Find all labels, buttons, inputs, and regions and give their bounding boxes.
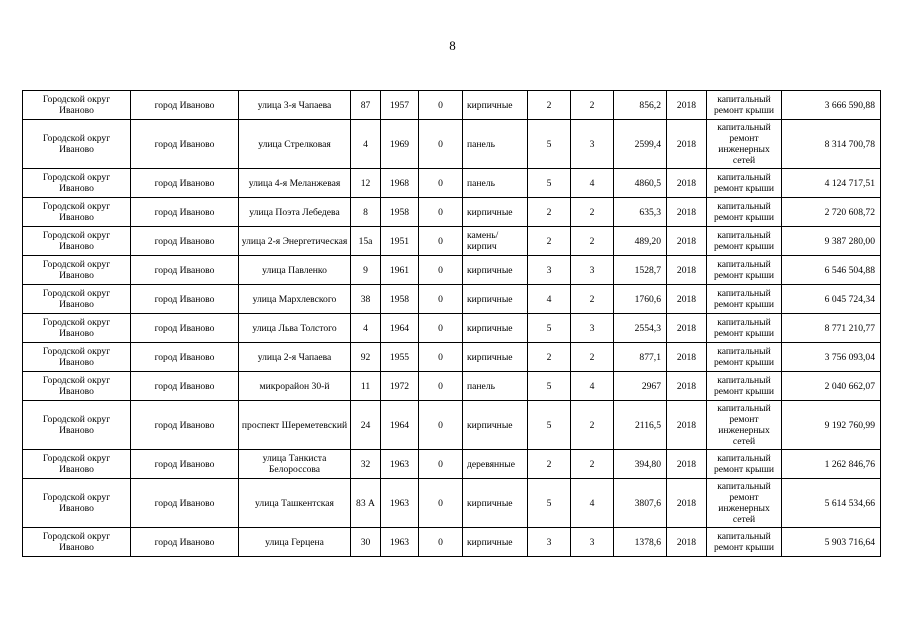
street-cell: улица Ташкентская <box>239 479 351 528</box>
wall-material-cell: панель <box>463 372 528 401</box>
zero-cell: 0 <box>419 198 463 227</box>
table-row <box>23 401 881 450</box>
zero-cell: 0 <box>419 169 463 198</box>
plan-year-cell: 2018 <box>667 401 707 450</box>
house-cell: 4 <box>351 120 381 169</box>
house-cell: 38 <box>351 285 381 314</box>
cost-cell: 4 124 717,51 <box>782 169 881 198</box>
entrances-cell: 3 <box>571 528 614 557</box>
floors-cell: 5 <box>528 479 571 528</box>
city-cell: город Иваново <box>131 372 239 401</box>
cost-cell: 6 045 724,34 <box>782 285 881 314</box>
house-cell: 9 <box>351 256 381 285</box>
zero-cell: 0 <box>419 343 463 372</box>
entrances-cell: 4 <box>571 169 614 198</box>
cost-cell: 8 314 700,78 <box>782 120 881 169</box>
work-type-cell: капитальный ремонт крыши <box>707 343 782 372</box>
table-row <box>23 479 881 528</box>
floors-cell: 5 <box>528 401 571 450</box>
city-cell: город Иваново <box>131 528 239 557</box>
wall-material-cell: кирпичные <box>463 528 528 557</box>
street-cell: улица 3-я Чапаева <box>239 91 351 120</box>
cost-cell: 5 614 534,66 <box>782 479 881 528</box>
zero-cell: 0 <box>419 285 463 314</box>
city-cell: город Иваново <box>131 227 239 256</box>
street-cell: улица Льва Толстого <box>239 314 351 343</box>
entrances-cell: 3 <box>571 314 614 343</box>
cost-cell: 8 771 210,77 <box>782 314 881 343</box>
work-type-cell: капитальный ремонт крыши <box>707 227 782 256</box>
work-type-cell: капитальный ремонт крыши <box>707 450 782 479</box>
year-cell: 1972 <box>381 372 419 401</box>
street-cell: улица Мархлевского <box>239 285 351 314</box>
wall-material-cell: кирпичные <box>463 479 528 528</box>
floors-cell: 5 <box>528 372 571 401</box>
zero-cell: 0 <box>419 450 463 479</box>
year-cell: 1957 <box>381 91 419 120</box>
wall-material-cell: кирпичные <box>463 285 528 314</box>
table-row <box>23 343 881 372</box>
zero-cell: 0 <box>419 91 463 120</box>
cost-cell: 2 040 662,07 <box>782 372 881 401</box>
district-cell: Городской округ Иваново <box>23 120 131 169</box>
house-cell: 12 <box>351 169 381 198</box>
district-cell: Городской округ Иваново <box>23 479 131 528</box>
year-cell: 1958 <box>381 198 419 227</box>
district-cell: Городской округ Иваново <box>23 91 131 120</box>
street-cell: микрорайон 30-й <box>239 372 351 401</box>
district-cell: Городской округ Иваново <box>23 401 131 450</box>
street-cell: улица Поэта Лебедева <box>239 198 351 227</box>
wall-material-cell: камень/кирпич <box>463 227 528 256</box>
city-cell: город Иваново <box>131 314 239 343</box>
street-cell: проспект Шереметевский <box>239 401 351 450</box>
entrances-cell: 3 <box>571 120 614 169</box>
house-cell: 24 <box>351 401 381 450</box>
cost-cell: 5 903 716,64 <box>782 528 881 557</box>
area-cell: 635,3 <box>614 198 667 227</box>
plan-year-cell: 2018 <box>667 372 707 401</box>
year-cell: 1964 <box>381 314 419 343</box>
street-cell: улица Танкиста Белороссова <box>239 450 351 479</box>
floors-cell: 4 <box>528 285 571 314</box>
work-type-cell: капитальный ремонт крыши <box>707 314 782 343</box>
plan-year-cell: 2018 <box>667 285 707 314</box>
work-type-cell: капитальный ремонт инженерных сетей <box>707 401 782 450</box>
work-type-cell: капитальный ремонт крыши <box>707 198 782 227</box>
area-cell: 1528,7 <box>614 256 667 285</box>
work-type-cell: капитальный ремонт крыши <box>707 528 782 557</box>
floors-cell: 3 <box>528 528 571 557</box>
house-cell: 83 А <box>351 479 381 528</box>
area-cell: 489,20 <box>614 227 667 256</box>
floors-cell: 2 <box>528 198 571 227</box>
district-cell: Городской округ Иваново <box>23 198 131 227</box>
floors-cell: 5 <box>528 120 571 169</box>
cost-cell: 3 756 093,04 <box>782 343 881 372</box>
street-cell: улица Павленко <box>239 256 351 285</box>
city-cell: город Иваново <box>131 169 239 198</box>
district-cell: Городской округ Иваново <box>23 528 131 557</box>
street-cell: улица Герцена <box>239 528 351 557</box>
wall-material-cell: кирпичные <box>463 256 528 285</box>
area-cell: 2554,3 <box>614 314 667 343</box>
zero-cell: 0 <box>419 256 463 285</box>
area-cell: 394,80 <box>614 450 667 479</box>
wall-material-cell: панель <box>463 120 528 169</box>
city-cell: город Иваново <box>131 343 239 372</box>
area-cell: 3807,6 <box>614 479 667 528</box>
year-cell: 1964 <box>381 401 419 450</box>
area-cell: 1760,6 <box>614 285 667 314</box>
work-type-cell: капитальный ремонт крыши <box>707 91 782 120</box>
floors-cell: 2 <box>528 450 571 479</box>
plan-year-cell: 2018 <box>667 343 707 372</box>
house-cell: 4 <box>351 314 381 343</box>
district-cell: Городской округ Иваново <box>23 372 131 401</box>
district-cell: Городской округ Иваново <box>23 227 131 256</box>
plan-year-cell: 2018 <box>667 479 707 528</box>
table-row <box>23 256 881 285</box>
city-cell: город Иваново <box>131 120 239 169</box>
cost-cell: 9 192 760,99 <box>782 401 881 450</box>
entrances-cell: 2 <box>571 227 614 256</box>
entrances-cell: 2 <box>571 450 614 479</box>
year-cell: 1968 <box>381 169 419 198</box>
city-cell: город Иваново <box>131 450 239 479</box>
entrances-cell: 2 <box>571 198 614 227</box>
district-cell: Городской округ Иваново <box>23 285 131 314</box>
zero-cell: 0 <box>419 120 463 169</box>
floors-cell: 2 <box>528 91 571 120</box>
year-cell: 1958 <box>381 285 419 314</box>
floors-cell: 5 <box>528 314 571 343</box>
city-cell: город Иваново <box>131 401 239 450</box>
district-cell: Городской округ Иваново <box>23 169 131 198</box>
city-cell: город Иваново <box>131 198 239 227</box>
street-cell: улица 4-я Меланжевая <box>239 169 351 198</box>
housing-repair-table <box>22 90 881 557</box>
work-type-cell: капитальный ремонт крыши <box>707 372 782 401</box>
area-cell: 877,1 <box>614 343 667 372</box>
district-cell: Городской округ Иваново <box>23 343 131 372</box>
street-cell: улица Стрелковая <box>239 120 351 169</box>
plan-year-cell: 2018 <box>667 528 707 557</box>
wall-material-cell: кирпичные <box>463 343 528 372</box>
table-row <box>23 285 881 314</box>
cost-cell: 9 387 280,00 <box>782 227 881 256</box>
zero-cell: 0 <box>419 528 463 557</box>
work-type-cell: капитальный ремонт инженерных сетей <box>707 120 782 169</box>
zero-cell: 0 <box>419 401 463 450</box>
work-type-cell: капитальный ремонт крыши <box>707 256 782 285</box>
plan-year-cell: 2018 <box>667 314 707 343</box>
year-cell: 1961 <box>381 256 419 285</box>
work-type-cell: капитальный ремонт инженерных сетей <box>707 479 782 528</box>
zero-cell: 0 <box>419 479 463 528</box>
entrances-cell: 2 <box>571 343 614 372</box>
street-cell: улица 2-я Энергетическая <box>239 227 351 256</box>
plan-year-cell: 2018 <box>667 450 707 479</box>
table-row <box>23 314 881 343</box>
city-cell: город Иваново <box>131 91 239 120</box>
city-cell: город Иваново <box>131 256 239 285</box>
table-row <box>23 198 881 227</box>
house-cell: 11 <box>351 372 381 401</box>
floors-cell: 2 <box>528 227 571 256</box>
year-cell: 1963 <box>381 528 419 557</box>
area-cell: 1378,6 <box>614 528 667 557</box>
entrances-cell: 4 <box>571 479 614 528</box>
house-cell: 30 <box>351 528 381 557</box>
page-number: 8 <box>449 38 456 53</box>
district-cell: Городской округ Иваново <box>23 314 131 343</box>
entrances-cell: 2 <box>571 285 614 314</box>
plan-year-cell: 2018 <box>667 256 707 285</box>
plan-year-cell: 2018 <box>667 169 707 198</box>
floors-cell: 3 <box>528 256 571 285</box>
table-row <box>23 120 881 169</box>
house-cell: 92 <box>351 343 381 372</box>
cost-cell: 1 262 846,76 <box>782 450 881 479</box>
wall-material-cell: кирпичные <box>463 314 528 343</box>
cost-cell: 3 666 590,88 <box>782 91 881 120</box>
cost-cell: 6 546 504,88 <box>782 256 881 285</box>
table-row <box>23 227 881 256</box>
work-type-cell: капитальный ремонт крыши <box>707 285 782 314</box>
year-cell: 1951 <box>381 227 419 256</box>
table-row <box>23 450 881 479</box>
table-row <box>23 528 881 557</box>
cost-cell: 2 720 608,72 <box>782 198 881 227</box>
city-cell: город Иваново <box>131 285 239 314</box>
house-cell: 32 <box>351 450 381 479</box>
area-cell: 4860,5 <box>614 169 667 198</box>
wall-material-cell: деревянные <box>463 450 528 479</box>
wall-material-cell: кирпичные <box>463 198 528 227</box>
year-cell: 1955 <box>381 343 419 372</box>
city-cell: город Иваново <box>131 479 239 528</box>
table-row <box>23 169 881 198</box>
area-cell: 856,2 <box>614 91 667 120</box>
entrances-cell: 2 <box>571 401 614 450</box>
work-type-cell: капитальный ремонт крыши <box>707 169 782 198</box>
plan-year-cell: 2018 <box>667 227 707 256</box>
plan-year-cell: 2018 <box>667 198 707 227</box>
table-row <box>23 372 881 401</box>
wall-material-cell: кирпичные <box>463 91 528 120</box>
entrances-cell: 4 <box>571 372 614 401</box>
house-cell: 15а <box>351 227 381 256</box>
wall-material-cell: панель <box>463 169 528 198</box>
zero-cell: 0 <box>419 227 463 256</box>
house-cell: 87 <box>351 91 381 120</box>
street-cell: улица 2-я Чапаева <box>239 343 351 372</box>
zero-cell: 0 <box>419 314 463 343</box>
area-cell: 2116,5 <box>614 401 667 450</box>
entrances-cell: 3 <box>571 256 614 285</box>
year-cell: 1963 <box>381 450 419 479</box>
district-cell: Городской округ Иваново <box>23 256 131 285</box>
table-row <box>23 91 881 120</box>
district-cell: Городской округ Иваново <box>23 450 131 479</box>
area-cell: 2599,4 <box>614 120 667 169</box>
house-cell: 8 <box>351 198 381 227</box>
plan-year-cell: 2018 <box>667 91 707 120</box>
floors-cell: 2 <box>528 343 571 372</box>
year-cell: 1969 <box>381 120 419 169</box>
wall-material-cell: кирпичные <box>463 401 528 450</box>
zero-cell: 0 <box>419 372 463 401</box>
floors-cell: 5 <box>528 169 571 198</box>
year-cell: 1963 <box>381 479 419 528</box>
entrances-cell: 2 <box>571 91 614 120</box>
plan-year-cell: 2018 <box>667 120 707 169</box>
area-cell: 2967 <box>614 372 667 401</box>
